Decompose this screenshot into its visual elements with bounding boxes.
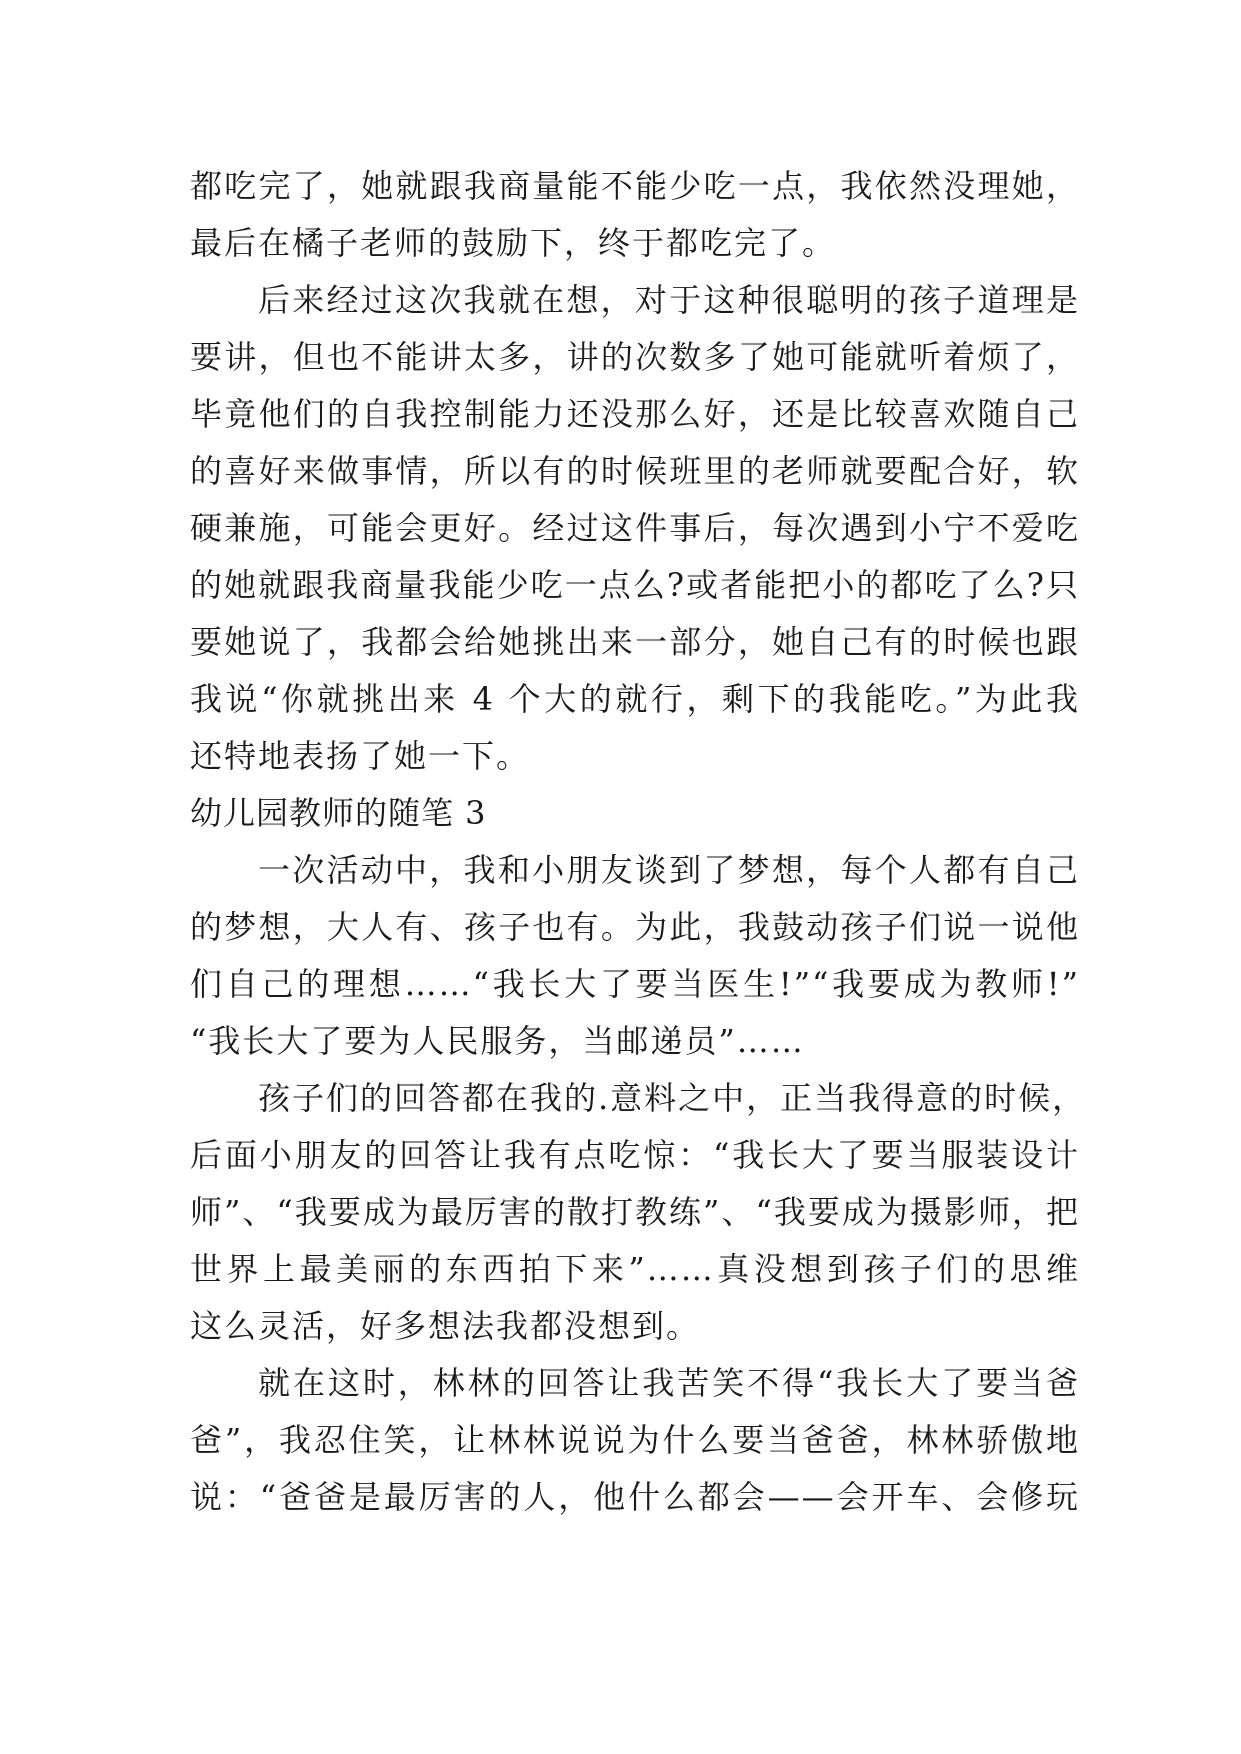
text-line: “我长大了要为人民服务，当邮递员”…… [190, 1022, 805, 1060]
text-line: 要她说了，我都会给她挑出来一部分，她自己有的时候也跟 [190, 623, 1080, 661]
text-line: 说：“爸爸是最厉害的人，他什么都会——会开车、会修玩 [190, 1478, 1080, 1516]
document-body [190, 158, 1087, 1526]
text-line: 师”、“我要成为最厉害的散打教练”、“我要成为摄影师，把 [190, 1193, 1080, 1231]
text-line: 要讲，但也不能讲太多，讲的次数多了她可能就听着烦了， [190, 338, 1080, 376]
text-line: 我说“你就挑出来 4 个大的就行，剩下的我能吃。”为此我 [190, 680, 1080, 718]
text-line: 还特地表扬了她一下。 [190, 737, 531, 775]
text-line: 这么灵活，好多想法我都没想到。 [190, 1307, 701, 1345]
text-line: 都吃完了，她就跟我商量能不能少吃一点，我依然没理她， [190, 167, 1080, 205]
text-line: 的梦想，大人有、孩子也有。为此，我鼓动孩子们说一说他 [190, 908, 1080, 946]
paragraph-start-line: 孩子们的回答都在我的.意料之中，正当我得意的时候， [258, 1079, 1087, 1117]
text-line: 毕竟他们的自我控制能力还没那么好，还是比较喜欢随自己 [190, 395, 1080, 433]
text-line: 世界上最美丽的东西拍下来”……真没想到孩子们的思维 [190, 1250, 1080, 1288]
section-heading: 幼儿园教师的随笔 3 [190, 794, 487, 832]
text-line: 后面小朋友的回答让我有点吃惊：“我长大了要当服装设计 [190, 1136, 1080, 1174]
text-line: 们自己的理想……“我长大了要当医生!”“我要成为教师!” [190, 965, 1080, 1003]
text-line: 硬兼施，可能会更好。经过这件事后，每次遇到小宁不爱吃 [190, 509, 1080, 547]
text-line: 最后在橘子老师的鼓励下，终于都吃完了。 [190, 224, 837, 262]
paragraph-start-line: 一次活动中，我和小朋友谈到了梦想，每个人都有自己 [258, 851, 1080, 889]
paragraph-start-line: 后来经过这次我就在想，对于这种很聪明的孩子道理是 [258, 281, 1080, 319]
text-line: 的她就跟我商量我能少吃一点么?或者能把小的都吃了么?只 [190, 566, 1080, 604]
paragraph-start-line: 就在这时，林林的回答让我苦笑不得“我长大了要当爸 [258, 1364, 1080, 1402]
text-line: 的喜好来做事情，所以有的时候班里的老师就要配合好，软 [190, 452, 1080, 490]
text-line: 爸”，我忍住笑，让林林说说为什么要当爸爸，林林骄傲地 [190, 1421, 1080, 1459]
